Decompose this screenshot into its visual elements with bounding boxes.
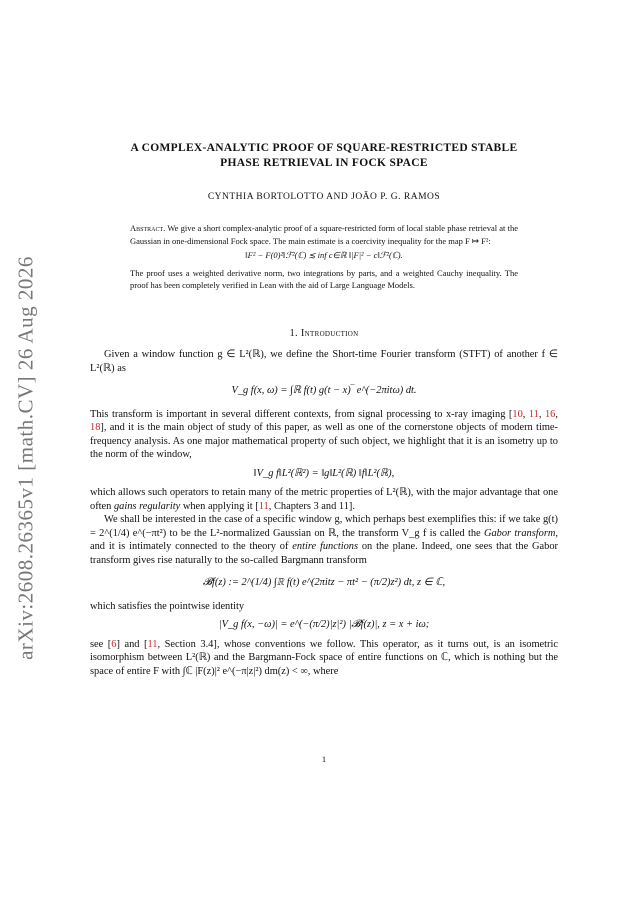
paragraph-4 (90, 513, 558, 567)
equation-stft: V_g f(x, ω) = ∫ℝ f(t) g(t − x)‾ e^(−2πitω) dt. (231, 385, 417, 396)
abstract-paragraph-1 (130, 222, 518, 247)
paragraph-5: which satisfies the pointwise identity (90, 600, 245, 612)
citation-11[interactable]: 11 (528, 408, 539, 420)
paper-title (90, 141, 558, 171)
page-number: 1 (321, 754, 327, 764)
body-text (90, 348, 558, 678)
paragraph-6-text-b: ] and [ (116, 638, 148, 650)
authors: CYNTHIA BORTOLOTTO AND JOÃO P. G. RAMOS (207, 192, 441, 202)
paragraph-6 (90, 638, 558, 679)
citation-6[interactable]: 6 (111, 638, 117, 650)
paragraph-2: This transform is important in several different contexts, from signal processing to x-ray imaging [10, 11, 16, 18], and it is the main object of study of this paper, as well as one of the cornerstone objects of modern time-frequency analysis. As one major mathematical property of such object, we highlight that it is an isometry up to the norm of the window, (90, 408, 558, 460)
equation-bargmann: 𝓑f(z) := 2^(1/4) ∫ℝ f(t) e^(2πitz − πt² − (π/2)z²) dt, z ∈ ℂ, (202, 577, 446, 588)
paragraph-4-text-a: We shall be interested in the case of a specific window g, which perhaps best exemplifies this: if we take g(t) = 2^(1/4) e^(−πt²) to be the L²-normalized Gaussian on ℝ, the transform V_g f is called the (90, 514, 558, 539)
equation-isometry: ‖V_g f‖L²(ℝ²) = ‖g‖L²(ℝ) ‖f‖L²(ℝ), (253, 467, 395, 479)
emphasis-gabor-transform: Gabor transform (483, 527, 556, 539)
paragraph-2-text-a: This transform is important in several different contexts, from signal processing to x-ray imaging [ (90, 408, 513, 420)
section-heading-introduction: 1. Introduction (289, 328, 359, 339)
paragraph-3-text-b: when applying it [ (180, 500, 259, 512)
abstract-paragraph-2: The proof uses a weighted derivative norm, two integrations by parts, and a weighted Cauchy inequality. The proof has been completely verified in Lean with the aid of Large Language Models. (130, 267, 518, 290)
title-line-2: PHASE RETRIEVAL IN FOCK SPACE (220, 157, 428, 169)
paragraph-3-text-c: , Chapters 3 and 11]. (268, 500, 355, 512)
abstract-label: Abstract. (130, 223, 166, 233)
paragraph-4-text-b: , and it is intimately connected to the theory of (90, 527, 558, 552)
paragraph-2-text-b: ], and it is the main object of study of this paper, as well as one of the cornerstone objects of modern time-frequency analysis. As one major mathematical property of such object, we highlight that it is an isometry up to the norm of the window, (90, 422, 558, 460)
title-line-1: A COMPLEX-ANALYTIC PROOF OF SQUARE-RESTRICTED STABLE (130, 142, 518, 154)
paragraph-6-text-c: , Section 3.4], whose conventions we follow. This operator, as it turns out, is an isometric isomorphism between L²(ℝ) and the Bargmann-Fock space of entire functions on ℂ, which is nothing but the space of entire F with ∫ℂ |F(z)|² e^(−π|z|²) dm(z) < ∞, where (90, 638, 558, 677)
citation-16[interactable]: 16 (544, 408, 556, 420)
paragraph-4-text-c: on the plane. Indeed, one sees that the Gabor transform gives rise naturally to the so-called Bargmann transform (90, 541, 558, 566)
arxiv-identifier (8, 248, 44, 668)
citation-10[interactable]: 10 (512, 408, 523, 420)
paragraph-1: Given a window function g ∈ L²(ℝ), we define the Short-time Fourier transform (STFT) of another f ∈ L²(ℝ) as (90, 349, 558, 374)
paragraph-3-text-a: which allows such operators to retain many of the metric properties of L²(ℝ), with the major advantage that one often (90, 487, 558, 512)
abstract-text-1: We give a short complex-analytic proof of a square-restricted form of local stable phase retrieval at the Gaussian in one-dimensional Fock space. The main estimate is a coercivity inequality for the map F ↦ F²: (130, 223, 518, 246)
citation-18[interactable]: 18 (90, 422, 101, 433)
citation-11-chapters[interactable]: 11 (258, 500, 269, 512)
arxiv-identifier-text: arXiv:2608.26365v1 [math.CV] 26 Aug 2026 (13, 256, 38, 660)
paragraph-3 (90, 486, 558, 513)
abstract-equation: ‖F² − F(0)²‖ℱ²(ℂ) ≲ inf c∈ℝ ‖|F|² − c‖ℱ²(ℂ). (245, 250, 403, 260)
paragraph-6-text-a: see [ (90, 638, 112, 650)
citation-11-section[interactable]: 11 (147, 638, 158, 650)
abstract (130, 222, 518, 292)
equation-pointwise-identity: |V_g f(x, −ω)| = e^(−(π/2)|z|²) |𝓑f(z)|, z = x + iω; (218, 619, 430, 630)
emphasis-gains-regularity: gains regularity (113, 500, 181, 512)
emphasis-entire-functions: entire functions (292, 541, 359, 552)
